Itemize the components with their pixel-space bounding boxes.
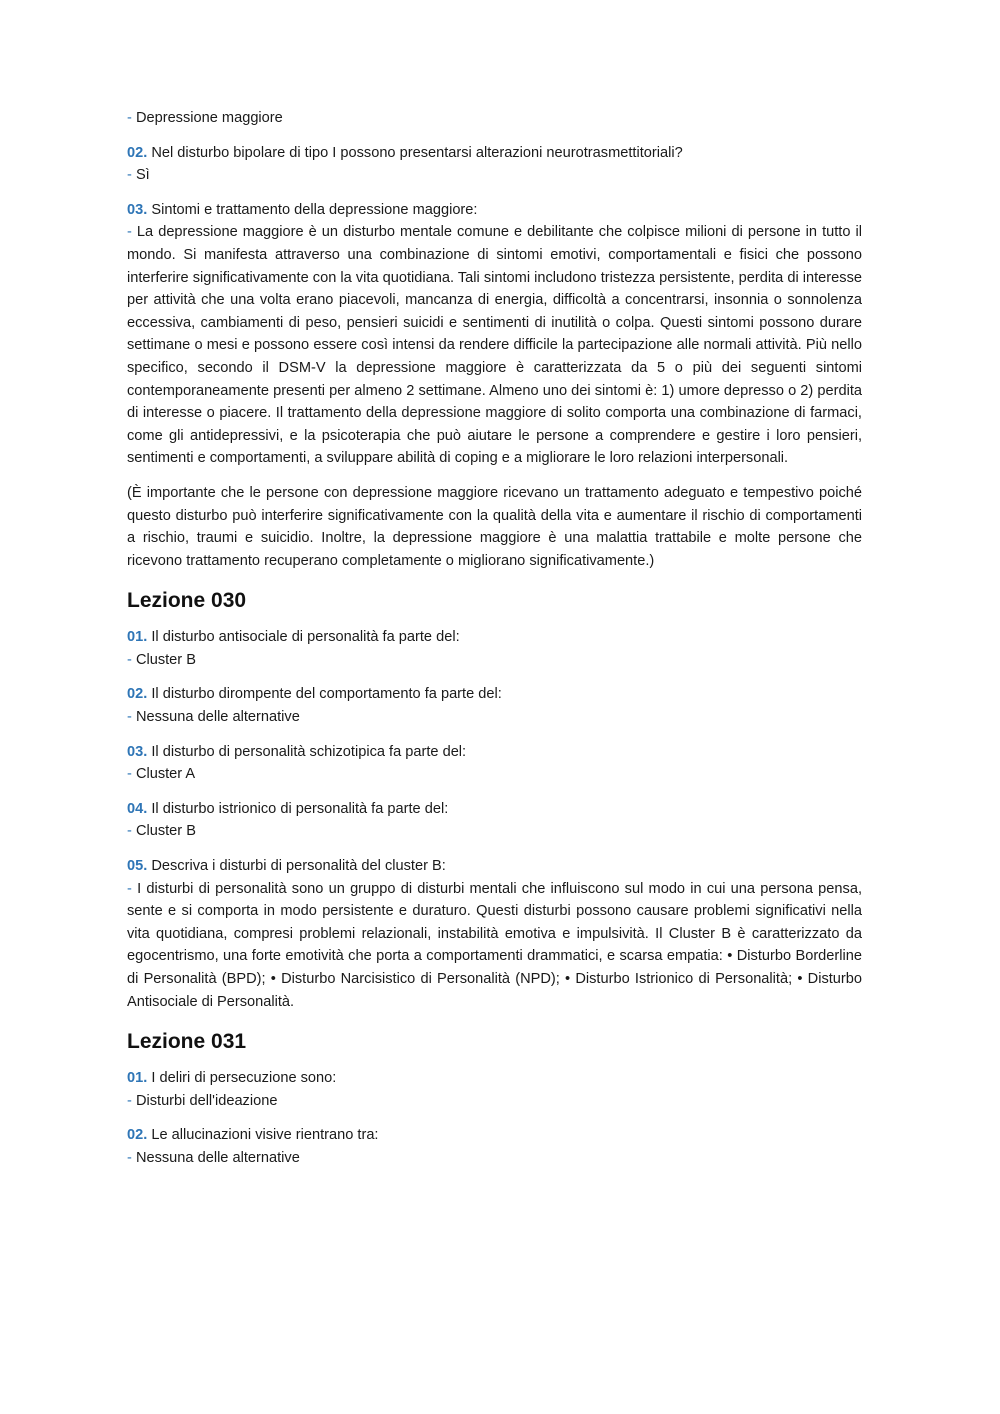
question-text: Le allucinazioni visive rientrano tra:	[151, 1127, 379, 1144]
question-text: I deliri di persecuzione sono:	[151, 1070, 337, 1087]
answer-paragraph	[127, 878, 862, 1014]
answer-line	[127, 763, 862, 786]
question-line	[127, 1067, 862, 1090]
answer-line	[127, 1147, 862, 1170]
question-line	[127, 199, 862, 222]
answer-text: Cluster B	[135, 651, 196, 668]
answer-dash: -	[127, 880, 132, 897]
answer-text: La depressione maggiore è un disturbo mentale comune e debilitante che colpisce milioni di persone in tutto il mondo. Si manifesta attraverso una combinazione di sintomi emotivi, comportamentali e fisici che possono interferire significativamente con la vita quotidiana. Tali sintomi includono tristezza persistente, perdita di interesse per attività che una volta erano piacevoli, mancanza di energia, difficoltà a concentrarsi, insonnia o sonnolenza eccessiva, cambiamenti di peso, pensieri suicidi e sentimenti di inutilità o colpa. Questi sintomi possono durare settimane o mesi e possono essere così intensi da rendere difficile la partecipazione alle normali attività. Più nello specifico, secondo il DSM-V la depressione maggiore è caratterizzata da 5 o più dei seguenti sintomi contemporaneamente presenti per almeno 2 settimane. Almeno uno dei sintomi è: 1) umore depresso o 2) perdita di interesse o piacere. Il trattamento della depressione maggiore di solito comporta una combinazione di farmaci, come gli antidepressivi, e la psicoterapia che può aiutare le persone a comprendere e gestire i loro pensieri, sentimenti e comportamenti, a sviluppare abilità di coping e a migliorare le loro relazioni interpersonali.	[127, 224, 862, 467]
question-text: Sintomi e trattamento della depressione maggiore:	[151, 201, 478, 218]
question-line	[127, 855, 862, 878]
answer-text: Nessuna delle alternative	[135, 1149, 300, 1166]
answer-line	[127, 649, 862, 672]
question-line	[127, 741, 862, 764]
question-text: Nel disturbo bipolare di tipo I possono presentarsi alterazioni neurotrasmettitoriali?	[151, 144, 683, 161]
question-text: Il disturbo antisociale di personalità fa parte del:	[151, 629, 460, 646]
answer-line	[127, 164, 862, 187]
question-number: 05.	[127, 858, 148, 875]
question-text: Descriva i disturbi di personalità del cluster B:	[151, 858, 446, 875]
question-text: Il disturbo dirompente del comportamento fa parte del:	[151, 686, 502, 703]
lesson-heading: Lezione 030	[127, 589, 247, 613]
answer-dash: -	[127, 709, 132, 726]
answer-dash: -	[127, 167, 132, 184]
answer-text: Cluster A	[135, 766, 196, 783]
answer-dash: -	[127, 823, 132, 840]
answer-dash: -	[127, 1092, 132, 1109]
question-number: 04.	[127, 800, 148, 817]
answer-text: Depressione maggiore	[135, 110, 283, 126]
answer-text: Cluster B	[135, 823, 196, 840]
question-line	[127, 626, 862, 649]
answer-line	[127, 1090, 862, 1113]
question-number: 01.	[127, 629, 148, 646]
answer-line	[127, 820, 862, 843]
answer-dash: -	[127, 651, 132, 668]
answer-line	[127, 107, 862, 130]
question-number: 02.	[127, 144, 148, 161]
answer-dash: -	[127, 110, 132, 126]
answer-text: Disturbi dell'ideazione	[135, 1092, 278, 1109]
question-number: 01.	[127, 1070, 148, 1087]
question-number: 03.	[127, 201, 148, 218]
answer-line	[127, 706, 862, 729]
question-number: 02.	[127, 1127, 148, 1144]
answer-paragraph	[127, 221, 862, 470]
answer-dash: -	[127, 224, 132, 241]
answer-text: Nessuna delle alternative	[135, 709, 300, 726]
question-text: Il disturbo istrionico di personalità fa parte del:	[151, 800, 449, 817]
answer-text: I disturbi di personalità sono un gruppo di disturbi mentali che influiscono sul modo in cui una persona pensa, sente e si comporta in modo persistente e duraturo. Questi disturbi possono causare problemi significativi nella vita quotidiana, compresi problemi relazionali, instabilità emotiva e impulsività. Il Cluster B è caratterizzato da egocentrismo, una forte emotività che porta a comportamenti drammatici, e scarsa empatia: • Disturbo Borderline di Personalità (BPD); • Disturbo Narcisistico di Personalità (NPD); • Disturbo Istrionico di Personalità; • Disturbo Antisociale di Personalità.	[127, 880, 863, 1010]
answer-text: Sì	[135, 167, 150, 184]
question-line	[127, 142, 862, 165]
question-line	[127, 683, 862, 706]
question-number: 02.	[127, 686, 148, 703]
note-paragraph: (È importante che le persone con depressione maggiore ricevano un trattamento adeguato e tempestivo poiché questo disturbo può interferire significativamente con la qualità della vita e aumentare il rischio di comportamenti a rischio, traumi e suicidio. Inoltre, la depressione maggiore è una malattia trattabile e molte persone che ricevono trattamento recuperano completamente o migliorano significativamente.)	[127, 484, 862, 569]
question-text: Il disturbo di personalità schizotipica fa parte del:	[151, 743, 467, 760]
answer-dash: -	[127, 1149, 132, 1166]
lesson-heading: Lezione 031	[127, 1030, 247, 1054]
question-line	[127, 798, 862, 821]
answer-dash: -	[127, 766, 132, 783]
question-line	[127, 1124, 862, 1147]
question-number: 03.	[127, 743, 148, 760]
